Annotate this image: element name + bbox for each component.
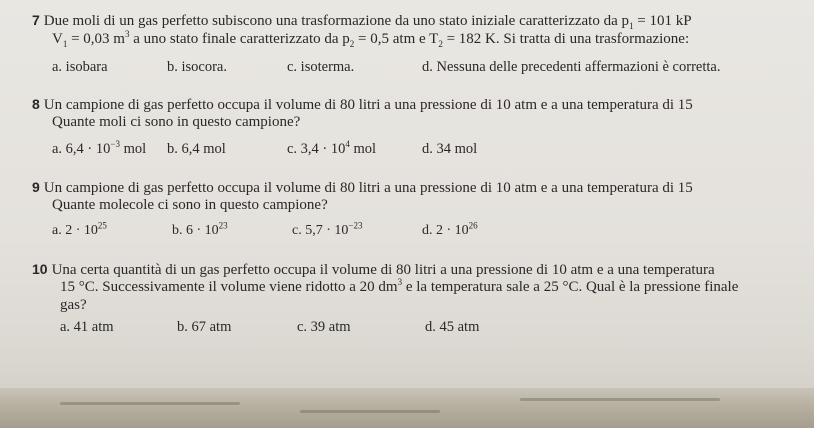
answer-option[interactable]: c. 39 atm	[297, 319, 351, 335]
question-text: = 182 K. Si tratta di una trasformazione:	[442, 31, 690, 47]
question-9-line-1	[32, 178, 693, 197]
answer-option[interactable]	[422, 140, 477, 158]
superscript: 3	[124, 29, 130, 39]
question-8-line-2	[52, 113, 300, 131]
superscript: 4	[345, 139, 350, 150]
question-text: 15 °C. Successivamente il volume viene ridotto a 20 dm	[60, 279, 398, 295]
question-text: Una certa quantità di un gas perfetto occupa il volume di 80 litri a una pressione di 10 atm e a una temperatura	[51, 262, 715, 278]
surface-texture	[520, 398, 720, 401]
subscript: 2	[438, 39, 443, 49]
answer-option[interactable]: d. Nessuna delle precedenti affermazioni è corretta.	[422, 59, 721, 75]
question-text: = 101 kP	[633, 13, 692, 29]
superscript: −3	[110, 139, 120, 150]
answer-option[interactable]	[52, 222, 107, 240]
option-text: c. 3,4 · 10	[287, 141, 346, 157]
answer-option[interactable]: b. 67 atm	[177, 319, 232, 335]
question-text: = 0,5 atm e T	[354, 31, 439, 47]
answer-option[interactable]: a. 41 atm	[60, 319, 114, 335]
answer-option[interactable]	[292, 222, 362, 240]
option-text: b. 6 · 10	[172, 223, 219, 238]
superscript: −23	[348, 220, 363, 231]
question-text: Quante molecole ci sono in questo campione?	[52, 197, 328, 213]
question-number: 8	[32, 96, 40, 112]
answer-option[interactable]	[172, 222, 228, 240]
question-text: Un campione di gas perfetto occupa il volume di 80 litri a una pressione di 10 atm e a una temperatura di 15	[43, 97, 693, 113]
answer-option[interactable]: c. isoterma.	[287, 59, 355, 75]
option-text: c. 5,7 · 10	[292, 223, 349, 238]
question-number: 7	[32, 12, 40, 28]
question-number: 9	[32, 179, 40, 195]
question-10-line-2	[60, 278, 738, 296]
superscript: 26	[468, 220, 478, 231]
question-text: V	[52, 31, 63, 47]
question-text: = 0,03 m	[67, 31, 125, 47]
subscript: 1	[629, 21, 634, 31]
option-text: mol	[349, 141, 377, 157]
question-10-line-1	[32, 260, 715, 279]
question-text: Quante moli ci sono in questo campione?	[52, 114, 301, 130]
surface-texture	[300, 410, 440, 413]
question-text: Due moli di un gas perfetto subiscono una trasformazione da uno stato iniziale caratterizzato da p	[43, 13, 630, 29]
option-text: a. 6,4 · 10	[52, 141, 111, 157]
answer-option[interactable]	[287, 140, 376, 158]
question-number: 10	[32, 261, 48, 277]
subscript: 1	[62, 39, 68, 49]
answer-option[interactable]	[52, 140, 146, 158]
answer-option[interactable]: b. isocora.	[167, 59, 227, 75]
option-text: b. 6,4 mol	[167, 141, 226, 157]
question-text: Un campione di gas perfetto occupa il volume di 80 litri a una pressione di 10 atm e a una temperatura di 15	[43, 180, 693, 196]
question-text: a uno stato finale caratterizzato da p	[129, 31, 350, 47]
question-9-line-2	[52, 196, 328, 214]
superscript: 23	[218, 220, 228, 231]
superscript: 3	[397, 277, 403, 287]
question-8-line-1	[32, 95, 693, 114]
question-text: e la temperatura sale a 25 °C. Qual è la pressione finale	[402, 279, 739, 295]
subscript: 2	[349, 39, 355, 49]
question-7-line-2	[52, 30, 689, 48]
question-text: gas?	[60, 297, 87, 313]
option-text: d. 34 mol	[422, 141, 478, 157]
surface-texture	[60, 402, 240, 405]
superscript: 25	[97, 220, 107, 231]
answer-option[interactable]: d. 45 atm	[425, 319, 480, 335]
answer-option[interactable]	[422, 222, 478, 240]
table-surface	[0, 388, 814, 428]
option-text: mol	[119, 141, 147, 157]
answer-option[interactable]: a. isobara	[52, 59, 108, 75]
option-text: d. 2 · 10	[422, 223, 469, 238]
answer-option[interactable]	[167, 140, 226, 158]
question-10-line-3	[60, 296, 87, 314]
question-7-line-1	[32, 11, 692, 30]
option-text: a. 2 · 10	[52, 223, 98, 238]
